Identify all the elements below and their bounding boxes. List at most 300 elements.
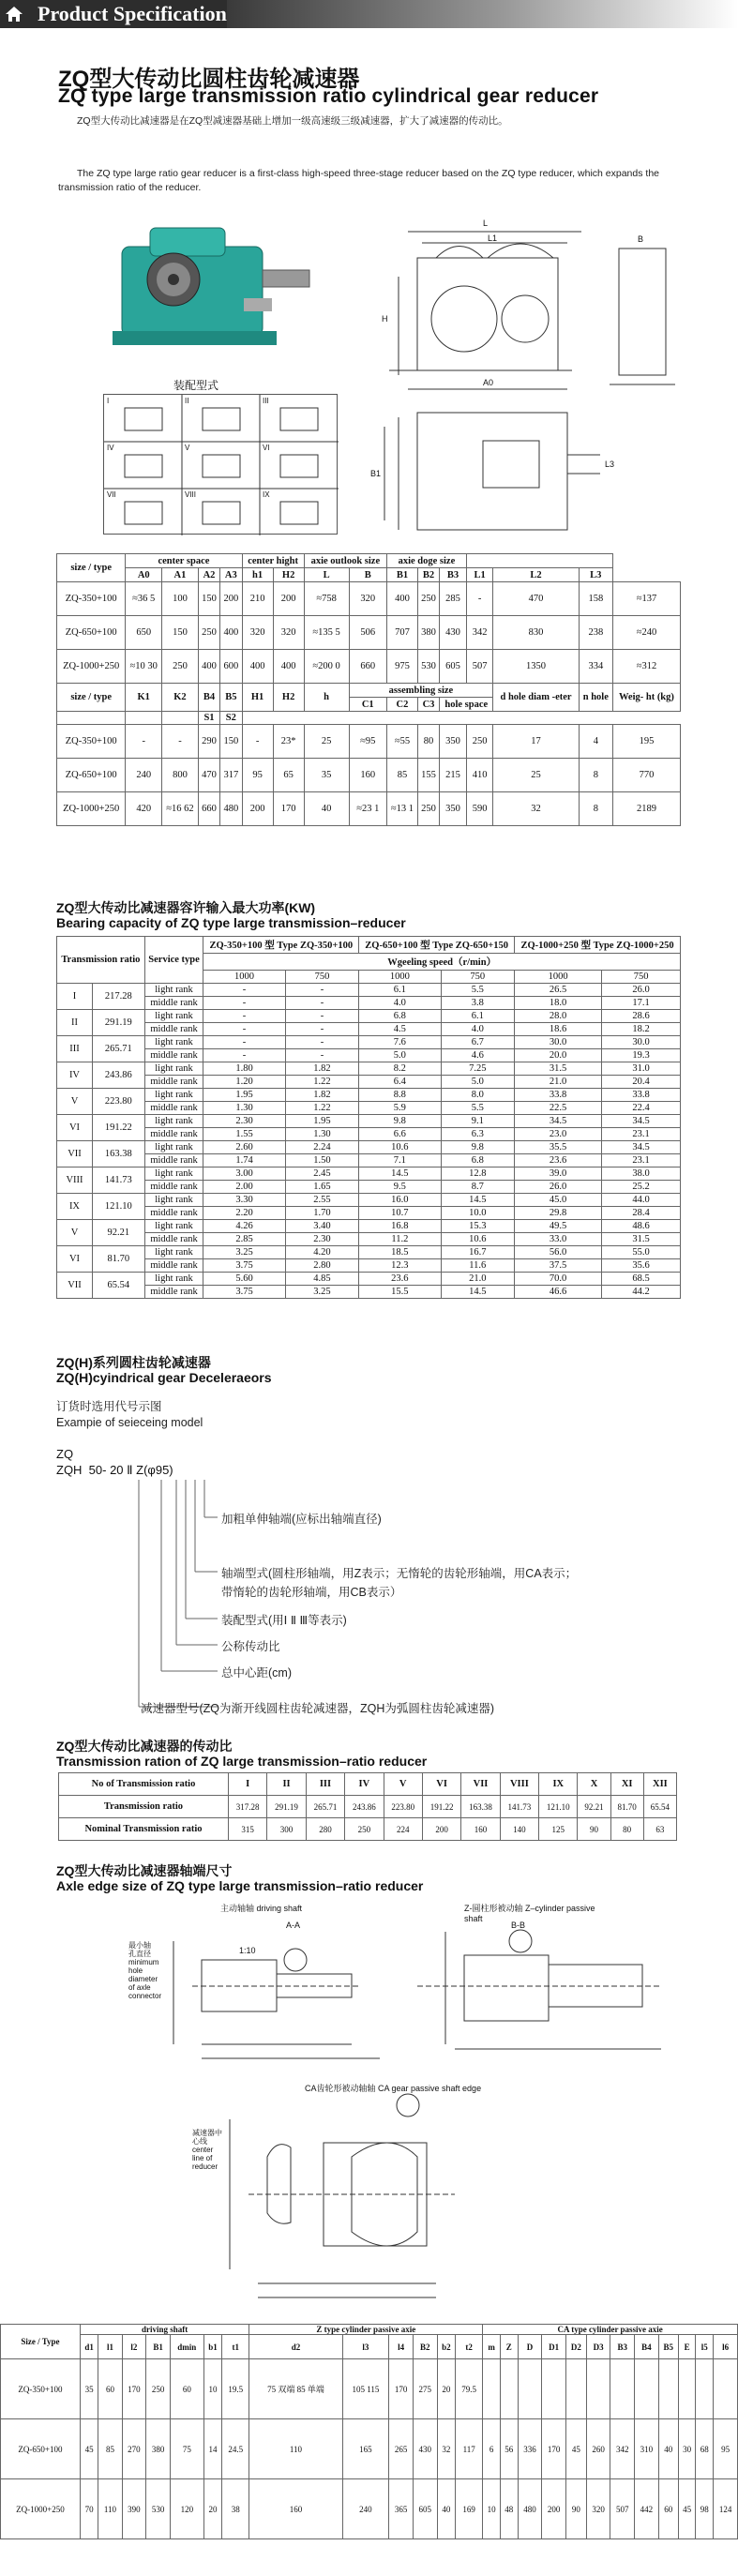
table-cell: 530 [146, 2479, 171, 2539]
table-cell: 507 [610, 2479, 635, 2539]
table-cell: 20.0 [515, 1049, 602, 1062]
table-cell: 141.73 [92, 1167, 144, 1194]
table-cell: II [267, 1773, 306, 1796]
table-cell: 35.5 [515, 1141, 602, 1154]
table-cell: b2 [437, 2335, 455, 2359]
table-cell: 75 [170, 2419, 203, 2479]
table-cell: 35 [304, 759, 349, 792]
table-cell: 2.24 [285, 1141, 359, 1154]
table-cell: 20 [437, 2359, 455, 2419]
table-cell: 40 [658, 2419, 678, 2479]
axle-title-en: Axle edge size of ZQ type large transmission–ratio reducer [56, 1878, 424, 1893]
table-cell: 34.5 [602, 1115, 681, 1128]
table-cell: - [285, 1010, 359, 1023]
table-cell: 169 [456, 2479, 483, 2539]
header-gradient [227, 0, 738, 28]
table-cell: 21.0 [515, 1076, 602, 1089]
table-cell: middle rank [144, 1102, 203, 1115]
table-cell: light rank [144, 1220, 203, 1233]
table-cell: B4 [198, 684, 219, 712]
table-cell: 92.21 [92, 1220, 144, 1246]
size-table [56, 553, 681, 826]
table-cell: ZQ-350+100 [1, 2359, 81, 2419]
table-row [57, 1273, 681, 1286]
table-cell: 95 [714, 2419, 738, 2479]
table-cell: 25 [493, 759, 579, 792]
table-cell: A3 [220, 568, 242, 582]
table-cell: middle rank [144, 1181, 203, 1194]
table-cell: 23* [273, 725, 304, 759]
table-cell: 3.25 [285, 1286, 359, 1299]
table-cell: VII [57, 1141, 93, 1167]
table-cell: 285 [440, 582, 467, 616]
table-cell: 63 [643, 1818, 676, 1841]
table-cell: 22.5 [515, 1102, 602, 1115]
table-cell: ZQ-650+100 [57, 759, 126, 792]
table-cell: 380 [146, 2419, 171, 2479]
table-cell: ≈137 [612, 582, 680, 616]
table-cell: 590 [466, 792, 493, 826]
table-cell: 45 [678, 2479, 696, 2539]
table-cell: Service type [144, 937, 203, 984]
table-cell: IX [57, 1194, 93, 1220]
ratio-title-cn: ZQ型大传动比减速器的传动比 [56, 1739, 233, 1754]
table-cell: 110 [98, 2479, 122, 2539]
table-cell: 37.5 [515, 1259, 602, 1273]
table-cell: 165 [342, 2419, 389, 2479]
table-cell [678, 2359, 696, 2419]
table-row [59, 1818, 677, 1841]
table-cell: ≈95 [349, 725, 387, 759]
table-cell: 7.1 [359, 1154, 441, 1167]
table-cell: B5 [220, 684, 242, 712]
table-cell: 46.6 [515, 1286, 602, 1299]
table-cell: B2 [417, 568, 439, 582]
table-cell: 18.5 [359, 1246, 441, 1259]
table-cell [126, 712, 162, 725]
table-cell: 60 [658, 2479, 678, 2539]
table-cell: - [285, 1036, 359, 1049]
table-cell: middle rank [144, 1259, 203, 1273]
table-cell: 1.65 [285, 1181, 359, 1194]
table-cell: 4.85 [285, 1273, 359, 1286]
table-cell: 23.1 [602, 1154, 681, 1167]
table-cell: 1.74 [203, 1154, 285, 1167]
table-cell: 223.80 [384, 1796, 422, 1818]
table-cell [565, 2359, 586, 2419]
table-cell: 336 [518, 2419, 542, 2479]
table-cell: 243.86 [92, 1062, 144, 1089]
table-cell: 124 [714, 2479, 738, 2539]
table-cell: 8.0 [441, 1089, 515, 1102]
table-row [57, 759, 681, 792]
table-cell: middle rank [144, 1076, 203, 1089]
table-cell: 125 [539, 1818, 578, 1841]
table-row [57, 1220, 681, 1233]
table-cell [483, 2359, 501, 2419]
table-cell: - [285, 1023, 359, 1036]
table-cell: middle rank [144, 1049, 203, 1062]
table-cell: 38 [222, 2479, 249, 2539]
label-z-shaft: Z-圆柱形被动轴 Z–cylinder passive shaft [464, 1904, 595, 1923]
table-cell: 28.6 [602, 1010, 681, 1023]
table-row [57, 1141, 681, 1154]
table-cell: 2.55 [285, 1194, 359, 1207]
table-cell: 410 [466, 759, 493, 792]
table-cell: 40 [304, 792, 349, 826]
table-cell: 250 [345, 1818, 384, 1841]
table-cell: 70 [80, 2479, 98, 2539]
label-driving-shaft: 主动轴轴 driving shaft [220, 1904, 303, 1913]
ratio-title-en: Transmission ration of ZQ large transmission–ratio reducer [56, 1754, 428, 1769]
table-cell: V [384, 1773, 422, 1796]
table-cell: 6 [483, 2419, 501, 2479]
table-cell: 365 [389, 2479, 414, 2539]
table-cell: 3.40 [285, 1220, 359, 1233]
table-cell: S1 [198, 712, 219, 725]
table-cell: 350 [440, 725, 467, 759]
table-cell: 163.38 [92, 1141, 144, 1167]
table-cell: l2 [122, 2335, 146, 2359]
table-cell: 1.22 [285, 1076, 359, 1089]
table-cell: A2 [198, 568, 219, 582]
table-cell: middle rank [144, 1233, 203, 1246]
table-cell: 2.20 [203, 1207, 285, 1220]
table-cell: No of Transmission ratio [59, 1773, 229, 1796]
table-cell: 105 115 [342, 2359, 389, 2419]
table-cell: size / type [57, 684, 126, 712]
table-cell: 275 [413, 2359, 437, 2419]
table-cell: 5.60 [203, 1273, 285, 1286]
table-cell: middle rank [144, 1128, 203, 1141]
table-cell: 4.6 [441, 1049, 515, 1062]
header-title: Product Specification [38, 2, 227, 25]
table-cell: 68 [696, 2419, 714, 2479]
table-cell: 1.82 [285, 1089, 359, 1102]
table-cell: l5 [696, 2335, 714, 2359]
table-cell: 45 [565, 2419, 586, 2479]
table-cell: Wgeeling speed（r/min） [203, 954, 681, 971]
table-cell: 265.71 [306, 1796, 344, 1818]
table-cell: 26.0 [515, 1181, 602, 1194]
table-cell: 20 [203, 2479, 221, 2539]
table-cell: ≈36 5 [126, 582, 162, 616]
table-cell: D2 [565, 2335, 586, 2359]
table-header-row [57, 554, 681, 568]
table-cell: 32 [437, 2419, 455, 2479]
table-cell [518, 2359, 542, 2419]
table-cell: 85 [387, 759, 418, 792]
table-cell: 400 [387, 582, 418, 616]
table-cell: 191.22 [92, 1115, 144, 1141]
table-cell: 217.28 [92, 984, 144, 1010]
table-cell: 39.0 [515, 1167, 602, 1181]
table-cell: H2 [273, 684, 304, 712]
table-cell: 223.80 [92, 1089, 144, 1115]
reducer-photo [113, 214, 319, 354]
table-cell: Transmission ratio [57, 937, 145, 984]
table-cell: 6.3 [441, 1128, 515, 1141]
table-cell: 6.1 [441, 1010, 515, 1023]
table-cell: 10.6 [359, 1141, 441, 1154]
table-cell: - [466, 582, 493, 616]
label-l1: L1 [488, 233, 498, 243]
table-cell: A1 [162, 568, 199, 582]
table-header-row [57, 712, 681, 725]
table-cell: 442 [635, 2479, 659, 2539]
table-cell: - [285, 997, 359, 1010]
desc-assembly: 装配型式(用Ⅰ Ⅱ Ⅲ等表示) [221, 1614, 347, 1627]
table-cell: 1000 [359, 971, 441, 984]
table-cell: 8.7 [441, 1181, 515, 1194]
assembly-label: 装配型式 [173, 379, 219, 392]
table-cell: 81.70 [92, 1246, 144, 1273]
table-cell: 191.22 [422, 1796, 460, 1818]
table-cell: center hight [242, 554, 304, 568]
table-cell: 33.8 [602, 1089, 681, 1102]
table-row [57, 1062, 681, 1076]
form-mark: VIII [185, 490, 197, 499]
table-cell: 380 [417, 616, 439, 650]
table-cell: 45 [80, 2419, 98, 2479]
table-cell: 2189 [612, 792, 680, 826]
table-cell: 44.2 [602, 1286, 681, 1299]
desc-model: 减速器型号(ZQ为渐开线圆柱齿轮减速器，ZQH为弧圆柱齿轮减速器) [141, 1702, 495, 1715]
order-title-cn: 订货时选用代号示图 [56, 1400, 162, 1413]
table-cell: m [483, 2335, 501, 2359]
table-cell: 7.6 [359, 1036, 441, 1049]
table-cell: 20.4 [602, 1076, 681, 1089]
table-cell: 14.5 [359, 1167, 441, 1181]
table-cell: E [678, 2335, 696, 2359]
table-cell: IV [345, 1773, 384, 1796]
table-cell: 10 [483, 2479, 501, 2539]
table-cell: 23.1 [602, 1128, 681, 1141]
table-cell: - [126, 725, 162, 759]
table-cell: 350 [440, 792, 467, 826]
table-cell: 49.5 [515, 1220, 602, 1233]
table-cell: 1.30 [203, 1102, 285, 1115]
table-cell: L3 [579, 568, 612, 582]
table-cell: 215 [440, 759, 467, 792]
table-cell: 400 [273, 650, 304, 684]
table-cell: 507 [466, 650, 493, 684]
table-cell: 2.30 [285, 1233, 359, 1246]
table-cell: 33.0 [515, 1233, 602, 1246]
table-cell: dmin [170, 2335, 203, 2359]
table-cell: 80 [610, 1818, 643, 1841]
table-cell: VI [422, 1773, 460, 1796]
table-row [57, 1194, 681, 1207]
table-cell: 120 [170, 2479, 203, 2539]
table-cell: 200 [242, 792, 273, 826]
table-cell: 660 [349, 650, 387, 684]
home-icon[interactable] [0, 0, 28, 28]
table-cell: 31.5 [602, 1233, 681, 1246]
table-cell: X [578, 1773, 610, 1796]
table-cell: 18.6 [515, 1023, 602, 1036]
table-cell: 250 [198, 616, 219, 650]
table-cell: 5.9 [359, 1102, 441, 1115]
table-row [57, 1128, 681, 1141]
table-cell: driving shaft [80, 2325, 249, 2335]
model-code: ZQH 50- 20 Ⅱ Z(φ95) [56, 1463, 173, 1477]
table-cell: ≈240 [612, 616, 680, 650]
table-cell: B3 [440, 568, 467, 582]
table-cell: H1 [242, 684, 273, 712]
table-cell: 830 [493, 616, 579, 650]
table-cell: 320 [349, 582, 387, 616]
table-cell: axie doge size [387, 554, 467, 568]
capacity-title-cn: ZQ型大传动比减速器容许输入最大功率(KW) [56, 900, 316, 915]
table-cell: 1.70 [285, 1207, 359, 1220]
table-row [57, 1167, 681, 1181]
table-cell: 1.30 [285, 1128, 359, 1141]
header-bar [0, 0, 738, 28]
table-cell: ZQ-650+100 [57, 616, 126, 650]
table-cell: - [203, 1023, 285, 1036]
table-cell: middle rank [144, 997, 203, 1010]
assembly-forms-grid [103, 394, 338, 535]
table-cell: 9.8 [359, 1115, 441, 1128]
table-cell: 18.2 [602, 1023, 681, 1036]
table-cell: 170 [273, 792, 304, 826]
table-cell: hole space [440, 698, 493, 712]
table-cell: middle rank [144, 1286, 203, 1299]
table-cell: 40 [437, 2479, 455, 2539]
model-code-leaders [131, 1480, 225, 1714]
table-cell: 2.80 [285, 1259, 359, 1273]
table-cell: 18.0 [515, 997, 602, 1010]
table-cell: d1 [80, 2335, 98, 2359]
table-cell: 4.0 [441, 1023, 515, 1036]
table-cell: 240 [342, 2479, 389, 2539]
table-cell: XI [610, 1773, 643, 1796]
table-cell: 65.54 [643, 1796, 676, 1818]
table-cell: 7.25 [441, 1062, 515, 1076]
table-cell: V [57, 1089, 93, 1115]
table-cell: 121.10 [92, 1194, 144, 1220]
table-cell: Size / Type [1, 2325, 81, 2359]
table-cell: 480 [220, 792, 242, 826]
table-cell: ZQ-650+100 型 Type ZQ-650+150 [359, 937, 515, 954]
table-cell: size / type [57, 554, 126, 582]
table-cell: 975 [387, 650, 418, 684]
table-cell: 10.7 [359, 1207, 441, 1220]
heading-en: ZQ type large transmission ratio cylindrical gear reducer [58, 85, 599, 107]
table-row [57, 1286, 681, 1299]
table-row [57, 1259, 681, 1273]
table-cell [466, 554, 612, 568]
table-header-row [57, 684, 681, 698]
table-cell: 5.0 [441, 1076, 515, 1089]
intro-cn: ZQ型大传动比减速器是在ZQ型减速器基础上增加一级高速级三级减速器，扩大了减速器的传动比。 [77, 115, 508, 127]
table-cell: 334 [579, 650, 612, 684]
table-cell: VIII [500, 1773, 538, 1796]
table-cell: I [57, 984, 93, 1010]
table-cell: assembling size [349, 684, 493, 698]
label-section-bb: B-B [511, 1921, 526, 1930]
table-cell: 160 [461, 1818, 500, 1841]
table-cell: light rank [144, 1167, 203, 1181]
table-cell: 1.50 [285, 1154, 359, 1167]
table-cell: C1 [349, 698, 387, 712]
table-cell: S2 [220, 712, 242, 725]
table-cell: 2.00 [203, 1181, 285, 1194]
table-cell: CA type cylinder passive axie [483, 2325, 738, 2335]
table-cell: l6 [714, 2335, 738, 2359]
table-cell: 250 [466, 725, 493, 759]
table-cell: 11.2 [359, 1233, 441, 1246]
table-cell: - [162, 725, 199, 759]
form-mark: VI [263, 444, 270, 452]
table-row [1, 2359, 738, 2419]
capacity-title-en: Bearing capacity of ZQ type large transmission–reducer [56, 915, 406, 930]
table-cell: 35.6 [602, 1259, 681, 1273]
table-cell: 121.10 [539, 1796, 578, 1818]
table-cell: 224 [384, 1818, 422, 1841]
table-header-row [57, 568, 681, 582]
table-cell: 317 [220, 759, 242, 792]
table-cell: 470 [198, 759, 219, 792]
table-row [57, 616, 681, 650]
table-cell: 30.0 [602, 1036, 681, 1049]
form-mark: II [185, 397, 189, 405]
table-cell: light rank [144, 1194, 203, 1207]
label-section-aa: A-A [286, 1921, 301, 1930]
table-cell: 28.4 [602, 1207, 681, 1220]
table-cell: 2.45 [285, 1167, 359, 1181]
table-cell: 6.7 [441, 1036, 515, 1049]
table-cell: 200 [220, 582, 242, 616]
table-cell: III [306, 1773, 344, 1796]
table-row [57, 650, 681, 684]
table-cell: 31.5 [515, 1062, 602, 1076]
desc-center: 总中心距(cm) [221, 1666, 292, 1680]
table-cell: 320 [242, 616, 273, 650]
table-cell: ZQ-350+100 [57, 725, 126, 759]
table-cell: L [304, 568, 349, 582]
form-mark: V [185, 444, 190, 452]
table-cell [714, 2359, 738, 2419]
table-row [57, 582, 681, 616]
table-cell: 240 [126, 759, 162, 792]
table-cell: 16.0 [359, 1194, 441, 1207]
table-cell: ≈135 5 [304, 616, 349, 650]
table-cell [696, 2359, 714, 2419]
table-cell: 163.38 [461, 1796, 500, 1818]
table-cell: 12.8 [441, 1167, 515, 1181]
table-cell: 195 [612, 725, 680, 759]
table-cell: ≈758 [304, 582, 349, 616]
table-cell: - [242, 725, 273, 759]
table-cell: 140 [500, 1818, 538, 1841]
table-cell: 800 [162, 759, 199, 792]
table-row [57, 1089, 681, 1102]
table-cell: 11.6 [441, 1259, 515, 1273]
zqh-title-cn: ZQ(H)系列圆柱齿轮减速器 [56, 1355, 211, 1370]
table-cell: 160 [249, 2479, 342, 2539]
table-cell: 24.5 [222, 2419, 249, 2479]
table-cell: 10.0 [441, 1207, 515, 1220]
table-cell: 1000 [515, 971, 602, 984]
table-cell: D [518, 2335, 542, 2359]
table-cell: ZQ-350+100 型 Type ZQ-350+100 [203, 937, 359, 954]
table-cell: 291.19 [267, 1796, 306, 1818]
order-title-en: Exampie of seieceing model [56, 1416, 203, 1429]
table-cell [162, 712, 199, 725]
table-cell: 34.5 [515, 1115, 602, 1128]
